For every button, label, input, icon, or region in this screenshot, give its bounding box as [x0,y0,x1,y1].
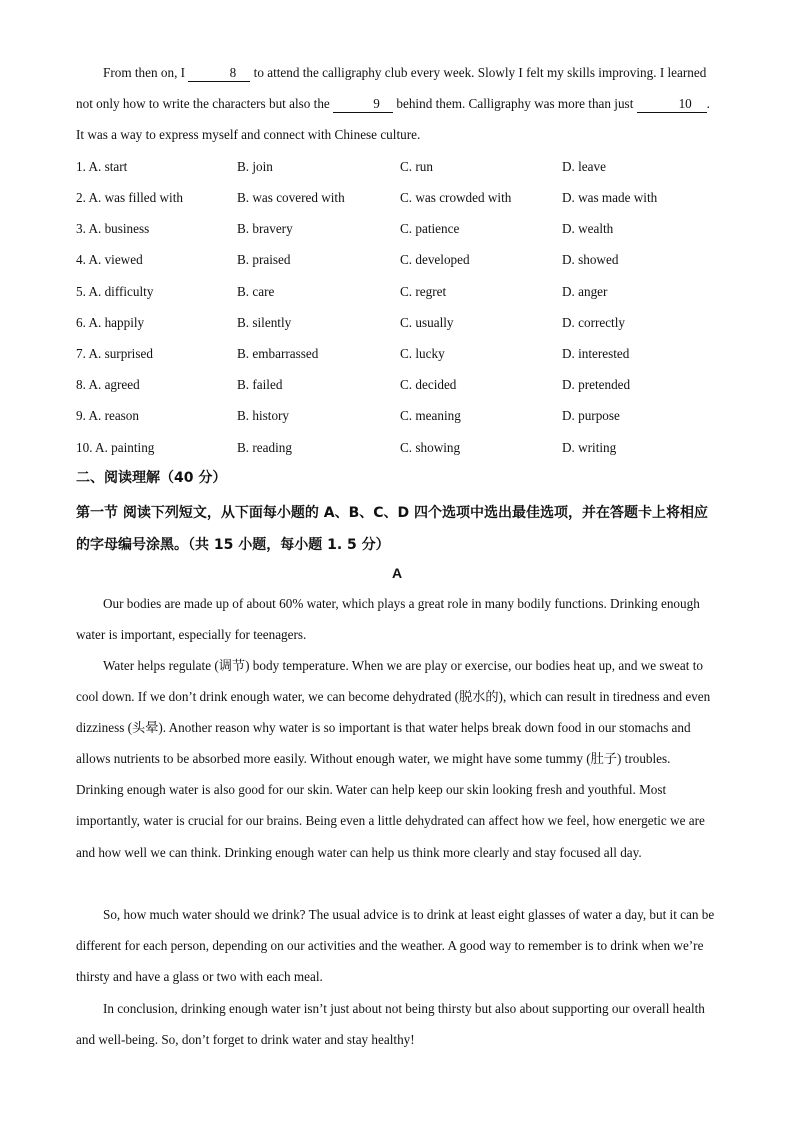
option-c: C. meaning [400,408,461,423]
option-d: D. writing [562,440,617,455]
question-options-7 [76,338,718,369]
option-a: 7. A. surprised [76,346,153,361]
blank-10: 10 [637,96,707,113]
option-b: B. bravery [237,221,293,236]
option-b: B. join [237,159,273,174]
option-c: C. patience [400,221,460,236]
option-c: C. lucky [400,346,445,361]
option-c: C. decided [400,377,457,392]
option-b: B. history [237,408,290,423]
option-a: 10. A. painting [76,440,155,455]
question-options-6 [76,307,718,338]
passage-paragraph-4: In conclusion, drinking enough water isn’t just about not being thirsty but also about supporting our overall health and well-being. So, don’t forget to drink water and stay healthy! [76,1001,705,1048]
passage-paragraph-2: Water helps regulate (调节) body temperature. When we are play or exercise, our bodies heat up, and we sweat to cool down. If we don’t drink enough water, we can become dehydrated (脱水的), which can result in tiredness and even dizziness (头晕). Another reason why water is so important is that water helps break down food in our stomachs and allows nutrients to be absorbed more easily. Without enough water, we might have some tummy (肚子) troubles. Drinking enough water is also good for our skin. Water can help keep our skin looking fresh and youthful. Most importantly, water is crucial for our brains. Being even a little dehydrated can affect how we feel, how energetic we are and how well we can think. Drinking enough water can help us think more clearly and stay focused all day. [76,658,711,860]
question-options-10 [76,432,718,463]
option-d: D. anger [562,284,608,299]
option-d: D. wealth [562,221,614,236]
option-d: D. pretended [562,377,631,392]
option-a: 5. A. difficulty [76,284,154,299]
option-c: C. run [400,159,433,174]
passage-label: A [391,565,403,581]
section-instructions: 第一节 阅读下列短文，从下面每小题的 A、B、C、D 四个选项中选出最佳选项，并在答题卡上将相应的字母编号涂黑。（共 15 小题，每小题 1. 5 分） [76,505,709,553]
passage-text: to attend the calligraphy club every week. Slowly I felt my skills improving. I learned not only how to write the characters but also the [76,65,707,112]
option-b: B. was covered with [237,190,345,205]
option-d: D. leave [562,159,606,174]
option-b: B. care [237,284,275,299]
option-d: D. purpose [562,408,620,423]
option-b: B. silently [237,315,292,330]
blank-8: 8 [188,65,250,82]
question-options-8 [76,369,718,400]
option-c: C. developed [400,252,470,267]
question-options-9 [76,400,718,431]
passage-paragraph-3: So, how much water should we drink? The usual advice is to drink at least eight glasses of water a day, but it can be different for each person, depending on our activities and the weather. A good way to remember is to drink when we’re thirsty and have a glass or two with each meal. [76,907,715,985]
option-c: C. regret [400,284,447,299]
option-c: C. usually [400,315,454,330]
option-a: 9. A. reason [76,408,139,423]
option-a: 1. A. start [76,159,128,174]
option-b: B. failed [237,377,283,392]
option-c: C. was crowded with [400,190,512,205]
option-b: B. reading [237,440,292,455]
option-b: B. praised [237,252,291,267]
blank-9: 9 [333,96,393,113]
option-d: D. was made with [562,190,658,205]
passage-text: From then on, I [103,65,189,80]
question-options-2 [76,182,718,213]
option-a: 4. A. viewed [76,252,143,267]
option-a: 3. A. business [76,221,150,236]
option-b: B. embarrassed [237,346,319,361]
option-c: C. showing [400,440,461,455]
option-a: 6. A. happily [76,315,145,330]
question-options-4 [76,244,718,275]
question-options-1 [76,151,718,182]
passage-text: behind them. Calligraphy was more than just [393,96,637,112]
option-a: 2. A. was filled with [76,190,183,205]
option-d: D. showed [562,252,619,267]
option-d: D. interested [562,346,630,361]
option-d: D. correctly [562,315,625,330]
section-heading: 二、阅读理解（40 分） [76,470,227,486]
question-options-5 [76,276,718,307]
passage-text: . It was a way to express myself and connect with Chinese culture. [76,96,710,143]
question-options-3 [76,213,718,244]
option-a: 8. A. agreed [76,377,140,392]
cloze-passage-end [76,57,718,150]
passage-paragraph-1: Our bodies are made up of about 60% water, which plays a great role in many bodily functions. Drinking enough water is important, especially for teenagers. [76,596,700,643]
